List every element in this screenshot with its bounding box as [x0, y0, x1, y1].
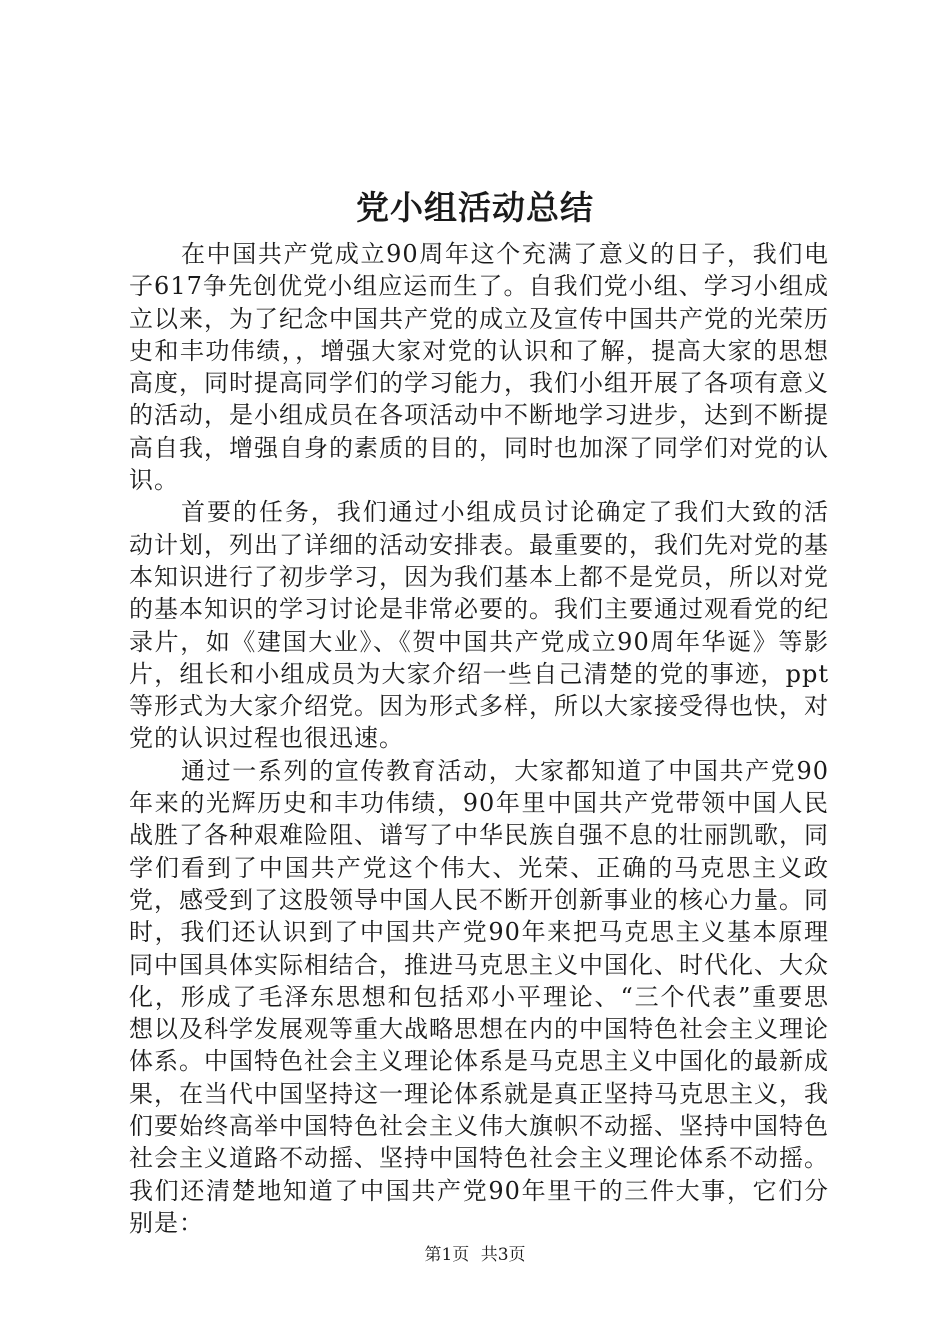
document-body — [129, 238, 829, 1239]
page-total: 共3页 — [480, 1245, 526, 1265]
paragraph-3: 通过一系列的宣传教育活动，大家都知道了中国共产党90年来的光辉历史和丰功伟绩，90年里中国共产党带领中国人民战胜了各种艰难险阻、谱写了中华民族自强不息的壮丽凯歌，同学们看到了中国共产党这个伟大、光荣、正确的马克思主义政党，感受到了这股领导中国人民不断开创新事业的核心力量。同时，我们还认识到了中国共产党90年来把马克思主义基本原理同中国具体实际相结合，推进马克思主义中国化、时代化、大众化，形成了毛泽东思想和包括邓小平理论、“三个代表”重要思想以及科学发展观等重大战略思想在内的中国特色社会主义理论体系。中国特色社会主义理论体系是马克思主义中国化的最新成果，在当代中国坚持这一理论体系就是真正坚持马克思主义，我们要始终高举中国特色社会主义伟大旗帜不动摇、坚持中国特色社会主义道路不动摇、坚持中国特色社会主义理论体系不动摇。我们还清楚地知道了中国共产党90年里干的三件大事，它们分别是： — [129, 756, 829, 1237]
document-title: 党小组活动总结 — [356, 188, 594, 227]
page-number: 第1页 — [424, 1245, 470, 1265]
paragraph-2: 首要的任务，我们通过小组成员讨论确定了我们大致的活动计划，列出了详细的活动安排表。最重要的，我们先对党的基本知识进行了初步学习，因为我们基本上都不是党员，所以对党的基本知识的学习讨论是非常必要的。我们主要通过观看党的纪录片，如《建国大业》、《贺中国共产党成立90周年华诞》等影片，组长和小组成员为大家介绍一些自己清楚的党的事迹，ppt等形式为大家介绍党。因为形式多样，所以大家接受得也快，对党的认识过程也很迅速。 — [129, 498, 829, 753]
page-footer — [0, 1243, 950, 1267]
paragraph-1: 在中国共产党成立90周年这个充满了意义的日子，我们电子617争先创优党小组应运而生了。自我们党小组、学习小组成立以来，为了纪念中国共产党的成立及宣传中国共产党的光荣历史和丰功伟绩，，增强大家对党的认识和了解，提高大家的思想高度，同时提高同学们的学习能力，我们小组开展了各项有意义的活动，是小组成员在各项活动中不断地学习进步，达到不断提高自我，增强自身的素质的目的，同时也加深了同学们对党的认识。 — [129, 240, 829, 495]
